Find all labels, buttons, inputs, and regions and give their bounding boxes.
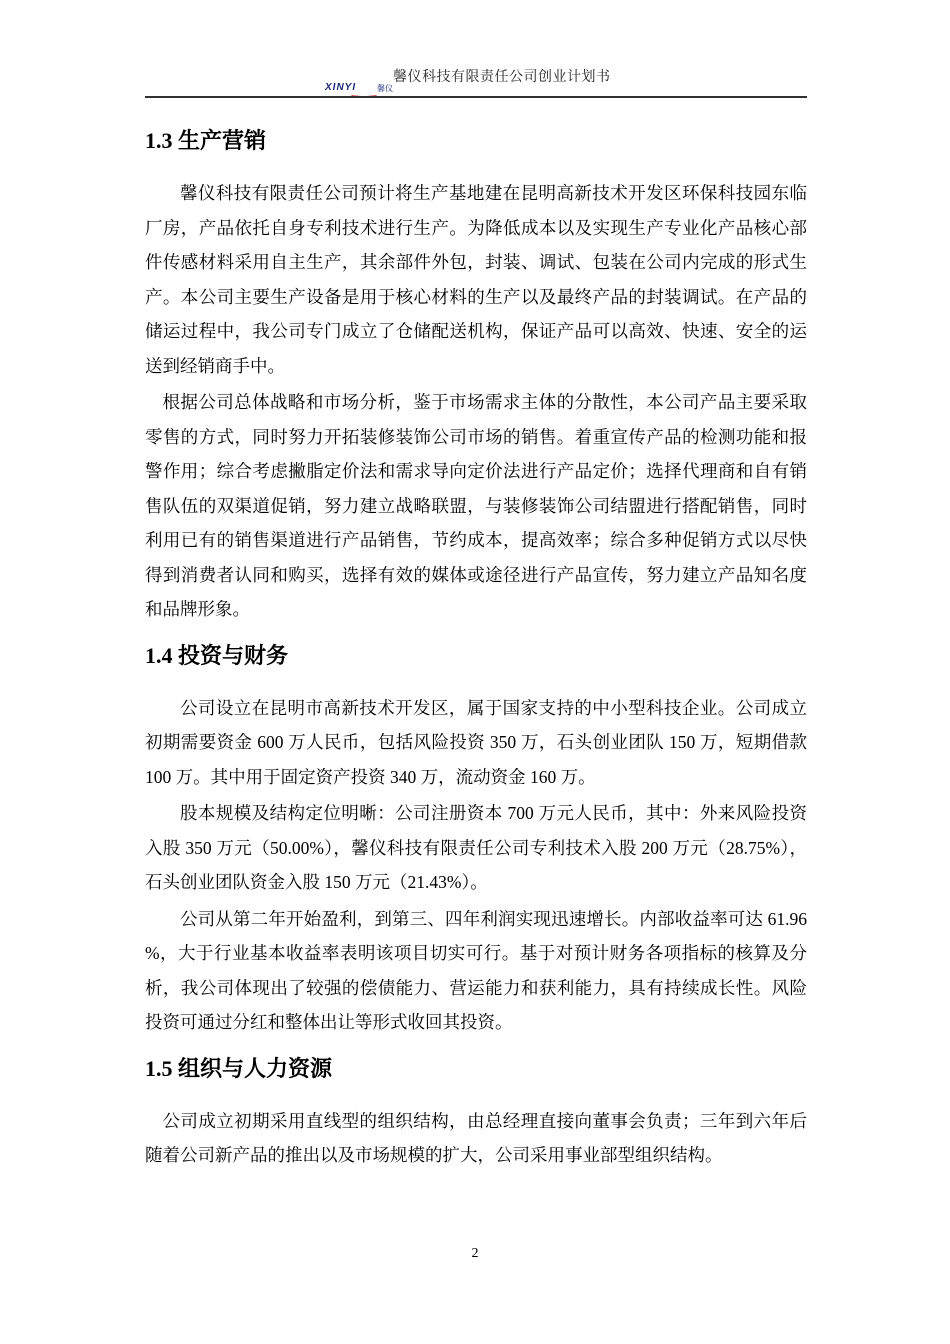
section-investment-finance bbox=[145, 633, 807, 1040]
logo-text: XINYI bbox=[325, 82, 357, 93]
section-organization-hr bbox=[145, 1046, 807, 1173]
document-title: 馨仪科技有限责任公司创业计划书 bbox=[393, 70, 611, 85]
document-body bbox=[145, 118, 807, 1173]
paragraph: 公司从第二年开始盈利，到第三、四年利润实现迅速增长。内部收益率可达 61.96 %，大于行业基本收益率表明该项目切实可行。基于对预计财务各项指标的核算及分析，我公司体现出了较强的偿债能力、营运能力和获利能力，具有持续成长性。风险投资可通过分红和整体出让等形式收回其投资。 bbox=[145, 908, 807, 1032]
section-production-marketing bbox=[145, 118, 807, 627]
page-number: 2 bbox=[471, 1246, 479, 1261]
section-heading: 1.4 投资与财务 bbox=[145, 642, 289, 668]
header-divider bbox=[145, 96, 807, 98]
page-header bbox=[145, 62, 807, 98]
paragraph: 股本规模及结构定位明晰：公司注册资本 700 万元人民币，其中：外来风险投资入股 350 万元（50.00%），馨仪科技有限责任公司专利技术入股 200 万元（28.75%），石头创业团队资金入股 150 万元（21.43%）。 bbox=[145, 803, 807, 892]
logo-cn-text: 馨仪 bbox=[377, 84, 393, 93]
paragraph: 根据公司总体战略和市场分析，鉴于市场需求主体的分散性，本公司产品主要采取零售的方式，同时努力开拓装修装饰公司市场的销售。着重宣传产品的检测功能和报警作用；综合考虑撇脂定价法和需求导向定价法进行产品定价；选择代理商和自有销售队伍的双渠道促销，努力建立战略联盟，与装修装饰公司结盟进行搭配销售，同时利用已有的销售渠道进行产品销售，节约成本，提高效率；综合多种促销方式以尽快得到消费者认同和购买，选择有效的媒体或途径进行产品宣传，努力建立产品知名度和品牌形象。 bbox=[145, 392, 807, 619]
paragraph: 馨仪科技有限责任公司预计将生产基地建在昆明高新技术开发区环保科技园东临厂房，产品依托自身专利技术进行生产。为降低成本以及实现生产专业化产品核心部件传感材料采用自主生产，其余部件外包，封装、调试、包装在公司内完成的形式生产。本公司主要生产设备是用于核心材料的生产以及最终产品的封装调试。在产品的储运过程中，我公司专门成立了仓储配送机构，保证产品可以高效、快速、安全的运送到经销商手中。 bbox=[145, 183, 807, 376]
paragraph: 公司设立在昆明市高新技术开发区，属于国家支持的中小型科技企业。公司成立初期需要资金 600 万人民币，包括风险投资 350 万，石头创业团队 150 万，短期借款 100 万。其中用于固定资产投资 340 万，流动资金 160 万。 bbox=[145, 697, 807, 787]
section-heading: 1.3 生产营销 bbox=[145, 128, 267, 153]
paragraph: 公司成立初期采用直线型的组织结构，由总经理直接向董事会负责；三年到六年后随着公司新产品的推出以及市场规模的扩大，公司采用事业部型组织结构。 bbox=[145, 1110, 807, 1165]
section-heading: 1.5 组织与人力资源 bbox=[145, 1055, 333, 1081]
